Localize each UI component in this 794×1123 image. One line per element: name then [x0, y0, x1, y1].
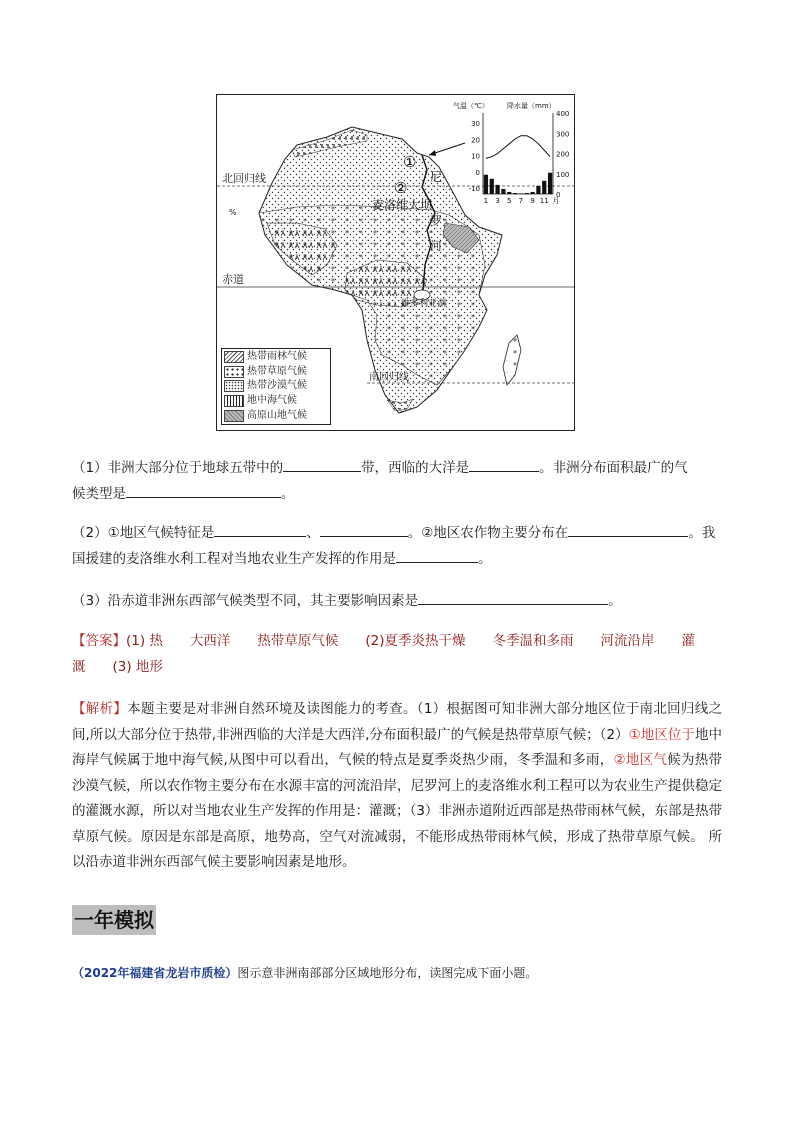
month-tick-label: 11 [539, 197, 549, 205]
precip-bar [542, 181, 546, 194]
legend-label: 热带草原气候 [247, 365, 307, 377]
precip-tick-label: 0 [556, 191, 561, 199]
temp-tick-label: 20 [471, 136, 480, 145]
precip-bar [484, 175, 488, 194]
analysis-part-3: 候为热带沙漠气候，所以农作物主要分布在水源丰富的河流沿岸，尼罗河上的麦洛维水利工程可以为农业生产提供稳定的灌溉水源，所以对当地农业生产发挥的作用是：灌溉；（3）非洲赤道附近西部是热带雨林气候，东部是热带草原气候。原因是东部是高原，地势高，空气对流减弱，不能形成热带雨林气候，形成了热带草原气候。 所以沿赤道非洲东西部气候主要影响因素是地形。 [72, 752, 723, 870]
question-1 [72, 455, 722, 507]
desert-swatch-icon [224, 380, 244, 392]
map-legend [221, 348, 331, 425]
precip-tick-label: 300 [556, 130, 570, 139]
chart-right-title: 降水量（mm） [507, 102, 556, 110]
tropic-south-label: 南回归线 [369, 372, 409, 383]
analysis-part-1: 本题主要是对非洲自然环境及读图能力的考查。（1）根据图可知非洲大部分地区位于南北回归线之间,所以大部分位于热带,非洲西临的大洋是大西洋,分布面积最广的气候是热带草原气候；（2） [72, 701, 723, 743]
answer-tag: 【答案】 [72, 633, 126, 649]
nile-char-3: 河 [430, 239, 443, 253]
month-tick-label: 5 [507, 197, 512, 205]
temp-tick-label: 0 [475, 168, 480, 177]
q1-blank-3[interactable] [126, 481, 281, 498]
small-mark: % [229, 208, 237, 217]
q1-blank-2[interactable] [469, 455, 539, 472]
section-title: 一年模拟 [72, 905, 156, 935]
marker-1: ① [403, 153, 417, 171]
q2-blank-3[interactable] [568, 520, 688, 537]
source-text: 图示意非洲南部部分区域地形分布，读图完成下面小题。 [237, 966, 538, 980]
q1-text-e: 。 [281, 486, 295, 502]
analysis-highlight-2: ②地区气 [613, 752, 668, 768]
chart-left-title: 气温（℃） [453, 102, 489, 110]
marker-2: ② [394, 179, 408, 197]
precip-bar [536, 186, 540, 194]
q1-blank-1[interactable] [283, 455, 361, 472]
q3-text-b: 。 [608, 593, 622, 609]
precip-bar [530, 192, 534, 194]
month-tick-label: 7 [518, 197, 524, 205]
q3-text-a: （3）沿赤道非洲东西部气候类型不同，其主要影响因素是 [72, 593, 419, 609]
analysis-highlight-1: ①地区位于 [628, 726, 695, 743]
legend-label: 高原山地气候 [247, 409, 307, 421]
dam-label: 麦洛维大坝 [372, 198, 433, 212]
legend-item-desert [224, 379, 328, 394]
mediterranean-swatch-icon [224, 395, 244, 407]
month-tick-label: 1 [483, 197, 489, 205]
precip-tick-label: 100 [556, 170, 570, 179]
precip-bar [495, 185, 499, 194]
temp-tick-label: 10 [471, 152, 480, 161]
analysis-tag: 【解析】 [72, 701, 128, 717]
q2-text-a: （2）①地区气候特征是 [72, 525, 215, 541]
precip-bar [519, 193, 523, 194]
legend-label: 热带雨林气候 [247, 351, 307, 363]
analysis-part-2: 地中海岸气候属于地中海气候,从图中可以看出，气候的特点是夏季炎热少雨，冬季温和多雨， [72, 726, 722, 768]
q1-text-c: 。非洲分布面积最广的气 [539, 460, 688, 476]
precip-tick-label: 400 [556, 110, 570, 118]
temp-tick-label: -10 [468, 185, 480, 193]
legend-label: 热带沙漠气候 [247, 380, 307, 392]
answer-line-2: 溉 (3) 地形 [72, 659, 163, 675]
analysis-block [72, 697, 722, 876]
climate-chart [453, 101, 569, 205]
lake-label: 维多利亚湖 [401, 299, 447, 309]
q2-text-b: 、 [306, 525, 320, 541]
temperature-line [486, 136, 550, 159]
answer-line-1: (1) 热 大西洋 热带草原气候 (2)夏季炎热干燥 冬季温和多雨 河流沿岸 灌 [126, 633, 696, 649]
africa-climate-map [216, 94, 575, 431]
q2-blank-1[interactable] [214, 520, 306, 537]
savanna-swatch-icon [224, 366, 244, 378]
precip-bar [501, 189, 505, 194]
q2-text-e: 国援建的麦洛维水利工程对当地农业生产发挥的作用是 [72, 551, 396, 567]
equator-label: 赤道 [222, 273, 244, 286]
precip-bar [525, 193, 529, 194]
month-tick-label: 9 [530, 197, 535, 205]
legend-item-mediterranean [224, 394, 328, 409]
source-label: （2022年福建省龙岩市质检） [72, 966, 238, 980]
legend-item-rainforest [224, 350, 328, 365]
rainforest-swatch-icon [224, 351, 244, 363]
q2-blank-4[interactable] [396, 546, 478, 563]
madagascar [503, 335, 521, 385]
q2-text-d: 。我 [688, 525, 716, 541]
highland-swatch-icon [224, 410, 244, 422]
precip-bar [490, 179, 494, 194]
q1-text-a: （1）非洲大部分位于地球五带中的 [72, 460, 284, 476]
temp-tick-label: 30 [471, 120, 480, 129]
precip-tick-label: 200 [556, 150, 570, 159]
nile-char-1: 尼 [430, 170, 443, 184]
q3-blank-1[interactable] [418, 588, 608, 605]
precip-bar [513, 193, 517, 194]
q1-text-b: 带，西临的大洋是 [361, 460, 470, 476]
precip-bar [507, 192, 511, 194]
legend-item-highland [224, 408, 328, 423]
question-3 [72, 588, 722, 614]
question-source [72, 963, 537, 983]
question-2 [72, 520, 722, 572]
month-tick-label: 3 [495, 197, 500, 205]
q2-blank-2[interactable] [320, 520, 408, 537]
tropic-north-label: 北回归线 [222, 172, 266, 185]
legend-item-savanna [224, 365, 328, 380]
q1-text-d: 候类型是 [72, 486, 126, 502]
answer-block [72, 628, 722, 680]
q2-text-c: 。②地区农作物主要分布在 [407, 525, 569, 541]
nile-char-2: 罗 [430, 214, 443, 228]
month-tick-label: 月 [552, 197, 560, 205]
legend-label: 地中海气候 [247, 395, 297, 407]
q2-text-f: 。 [478, 551, 492, 567]
precip-bar [548, 173, 552, 194]
